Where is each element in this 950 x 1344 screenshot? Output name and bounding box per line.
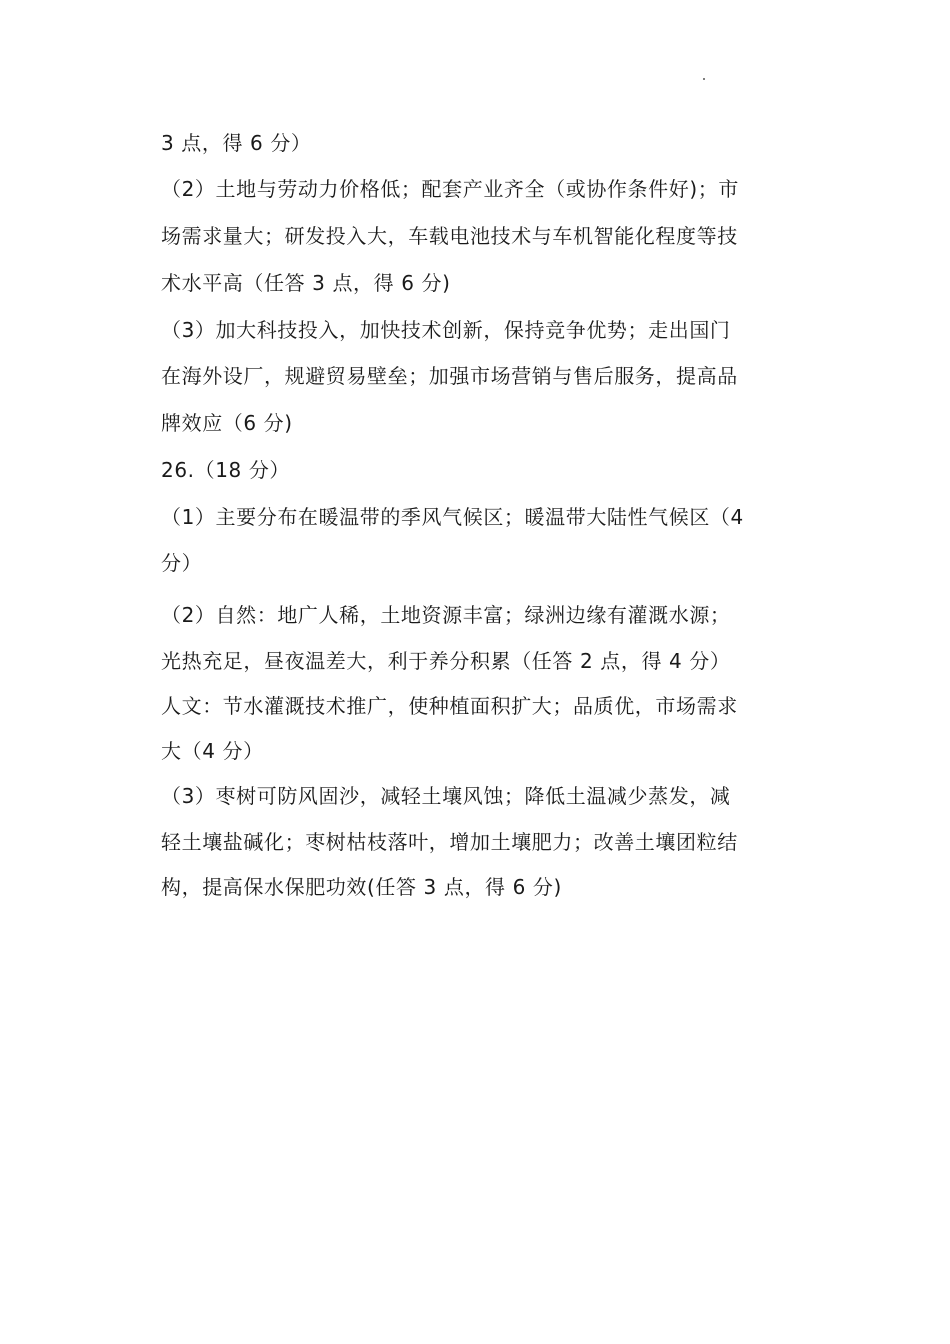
text-line: （2）土地与劳动力价格低；配套产业齐全（或协作条件好)；市	[161, 177, 739, 201]
text-line: 3 点，得 6 分）	[161, 131, 312, 155]
text-line: （3）枣树可防风固沙，减轻土壤风蚀；降低土温减少蒸发，减	[161, 784, 731, 808]
section-heading: 26.（18 分）	[161, 458, 291, 482]
text-line: 术水平高（任答 3 点，得 6 分)	[161, 271, 451, 295]
page-mark	[703, 78, 705, 80]
text-line: 分）	[161, 551, 203, 575]
text-line: 牌效应（6 分)	[161, 411, 293, 435]
text-line: （3）加大科技投入，加快技术创新，保持竞争优势；走出国门	[161, 318, 731, 342]
text-line: （1）主要分布在暖温带的季风气候区；暖温带大陆性气候区（4	[161, 505, 744, 529]
text-line: 光热充足，昼夜温差大，利于养分积累（任答 2 点，得 4 分）	[161, 649, 731, 673]
text-line: 在海外设厂，规避贸易壁垒；加强市场营销与售后服务，提高品	[161, 364, 738, 388]
text-line: 轻土壤盐碱化；枣树枯枝落叶，增加土壤肥力；改善土壤团粒结	[161, 830, 738, 854]
text-line: 场需求量大；研发投入大，车载电池技术与车机智能化程度等技	[161, 224, 738, 248]
text-line: （2）自然：地广人稀，土地资源丰富；绿洲边缘有灌溉水源；	[161, 603, 731, 627]
text-line: 构，提高保水保肥功效(任答 3 点，得 6 分)	[161, 875, 562, 899]
text-line: 大（4 分）	[161, 739, 264, 763]
text-line: 人文：节水灌溉技术推广，使种植面积扩大；品质优，市场需求	[161, 694, 738, 718]
